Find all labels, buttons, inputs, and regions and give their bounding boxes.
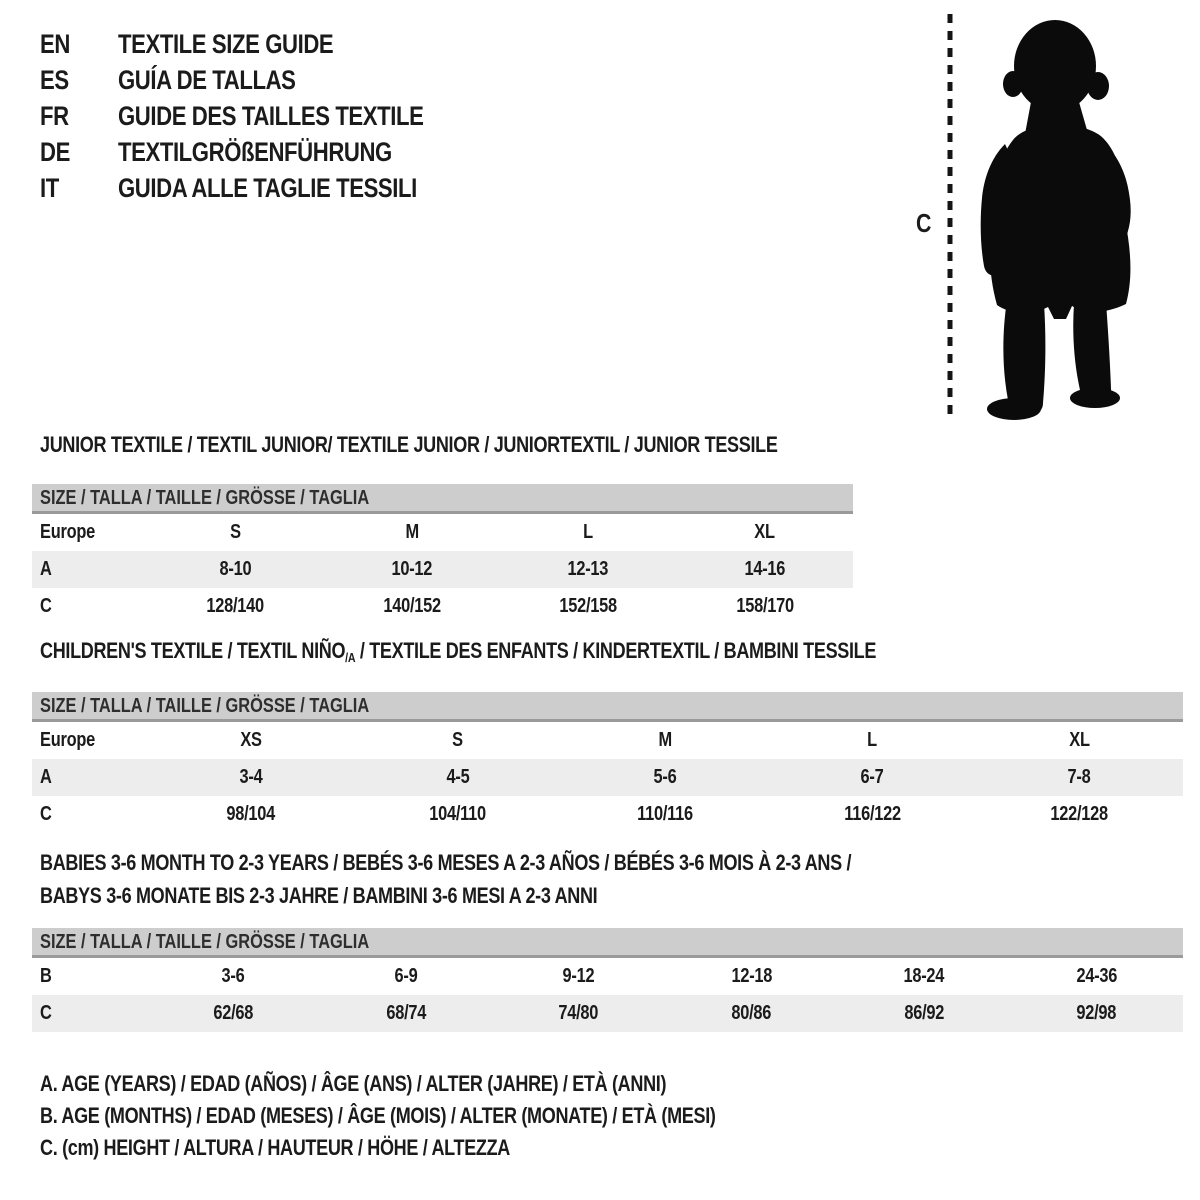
size-cell: 6-9 — [394, 965, 418, 987]
legend-line-c: C. (cm) HEIGHT / ALTURA / HAUTEUR / HÖHE / ALTEZZA — [40, 1135, 511, 1160]
legend — [40, 1068, 864, 1164]
row-label: C — [40, 803, 52, 825]
row-label: A — [40, 766, 52, 788]
table-row — [32, 722, 1183, 759]
size-cell: 68/74 — [386, 1002, 426, 1024]
row-label: Europe — [40, 729, 96, 751]
legend-line-a: A. AGE (YEARS) / EDAD (AÑOS) / ÂGE (ANS) / ALTER (JAHRE) / ETÀ (ANNI) — [40, 1071, 667, 1096]
page-title: GUIDA ALLE TAGLIE TESSILI — [118, 173, 417, 203]
size-cell: 12-13 — [567, 558, 609, 580]
language-code: FR — [40, 101, 69, 131]
size-cell: 18-24 — [903, 965, 945, 987]
size-header-bar: SIZE / TALLA / TAILLE / GRÖSSE / TAGLIA — [32, 928, 1183, 958]
baby-silhouette — [895, 6, 1195, 430]
size-header-bar: SIZE / TALLA / TAILLE / GRÖSSE / TAGLIA — [32, 484, 853, 514]
size-cell: 3-4 — [239, 766, 263, 788]
size-cell: 9-12 — [562, 965, 595, 987]
size-cell: 4-5 — [446, 766, 470, 788]
title-row-fr — [40, 98, 491, 134]
size-cell: 122/128 — [1050, 803, 1109, 825]
page-title: GUIDE DES TAILLES TEXTILE — [118, 101, 424, 131]
page-title: TEXTILGRÖßENFÜHRUNG — [118, 137, 392, 167]
row-label: Europe — [40, 521, 96, 543]
table-row — [32, 588, 853, 625]
table-row — [32, 514, 853, 551]
size-cell: XL — [754, 521, 775, 543]
size-cell: L — [867, 729, 878, 751]
size-cell: 98/104 — [226, 803, 275, 825]
size-cell: 62/68 — [213, 1002, 254, 1024]
babies-section-heading: BABIES 3-6 MONTH TO 2-3 YEARS / BEBÉS 3-6 MESES A 2-3 AÑOS / BÉBÉS 3-6 MOIS À 2-3 ANS / BABYS 3-6 MONATE BIS 2-3 JAHRE / BAMBINI 3-6 MESI A 2-3 ANNI — [40, 850, 852, 908]
legend-line-b: B. AGE (MONTHS) / EDAD (MESES) / ÂGE (MOIS) / ALTER (MONATE) / ETÀ (MESI) — [40, 1103, 716, 1128]
title-row-de — [40, 134, 491, 170]
title-block — [40, 26, 491, 206]
babies-size-table — [32, 928, 1183, 1032]
nino-a-subscript: /A — [345, 650, 356, 665]
size-cell: 92/98 — [1076, 1002, 1117, 1024]
size-cell: 12-18 — [730, 965, 772, 987]
size-cell: S — [452, 729, 464, 751]
size-cell: S — [229, 521, 241, 543]
table-row — [32, 995, 1183, 1032]
size-cell: M — [405, 521, 419, 543]
baby-silhouette-icon — [981, 20, 1131, 420]
size-cell: XS — [239, 729, 262, 751]
size-cell: 128/140 — [206, 595, 265, 617]
size-cell: M — [658, 729, 672, 751]
size-cell: 5-6 — [653, 766, 677, 788]
size-cell: 116/122 — [843, 803, 901, 825]
size-cell: 24-36 — [1076, 965, 1118, 987]
size-cell: 7-8 — [1067, 766, 1091, 788]
title-row-es — [40, 62, 491, 98]
size-cell: 74/80 — [558, 1002, 599, 1024]
page-title: TEXTILE SIZE GUIDE — [118, 29, 334, 59]
size-cell: 3-6 — [221, 965, 245, 987]
children-section-heading: CHILDREN'S TEXTILE / TEXTIL NIÑO/A / TEXTILE DES ENFANTS / KINDERTEXTIL / BAMBINI TESSILE — [40, 638, 877, 665]
table-row — [32, 759, 1183, 796]
height-label: C — [916, 208, 932, 238]
row-label: B — [40, 965, 52, 987]
language-code: ES — [40, 65, 69, 95]
page-title: GUÍA DE TALLAS — [118, 65, 296, 95]
language-code: DE — [40, 137, 70, 167]
size-cell: 80/86 — [731, 1002, 772, 1024]
size-cell: L — [583, 521, 594, 543]
language-code: IT — [40, 173, 59, 203]
size-cell: 140/152 — [382, 595, 441, 617]
language-code: EN — [40, 29, 70, 59]
title-row-it — [40, 170, 491, 206]
table-row — [32, 958, 1183, 995]
size-cell: 110/116 — [637, 803, 693, 825]
junior-section-heading: JUNIOR TEXTILE / TEXTIL JUNIOR/ TEXTILE JUNIOR / JUNIORTEXTIL / JUNIOR TESSILE — [40, 432, 778, 457]
children-size-table — [32, 692, 1183, 833]
size-cell: 86/92 — [904, 1002, 944, 1024]
row-label: C — [40, 1002, 52, 1024]
size-cell: 14-16 — [744, 558, 786, 580]
table-row — [32, 796, 1183, 833]
junior-size-table — [32, 484, 853, 625]
size-header-bar: SIZE / TALLA / TAILLE / GRÖSSE / TAGLIA — [32, 692, 1183, 722]
size-cell: 6-7 — [860, 766, 884, 788]
size-cell: 152/158 — [559, 595, 618, 617]
title-row-en — [40, 26, 491, 62]
size-cell: 8-10 — [219, 558, 252, 580]
size-cell: 10-12 — [391, 558, 433, 580]
size-cell: 158/170 — [735, 595, 794, 617]
row-label: A — [40, 558, 52, 580]
row-label: C — [40, 595, 52, 617]
table-row — [32, 551, 853, 588]
size-cell: 104/110 — [429, 803, 487, 825]
size-cell: XL — [1069, 729, 1090, 751]
